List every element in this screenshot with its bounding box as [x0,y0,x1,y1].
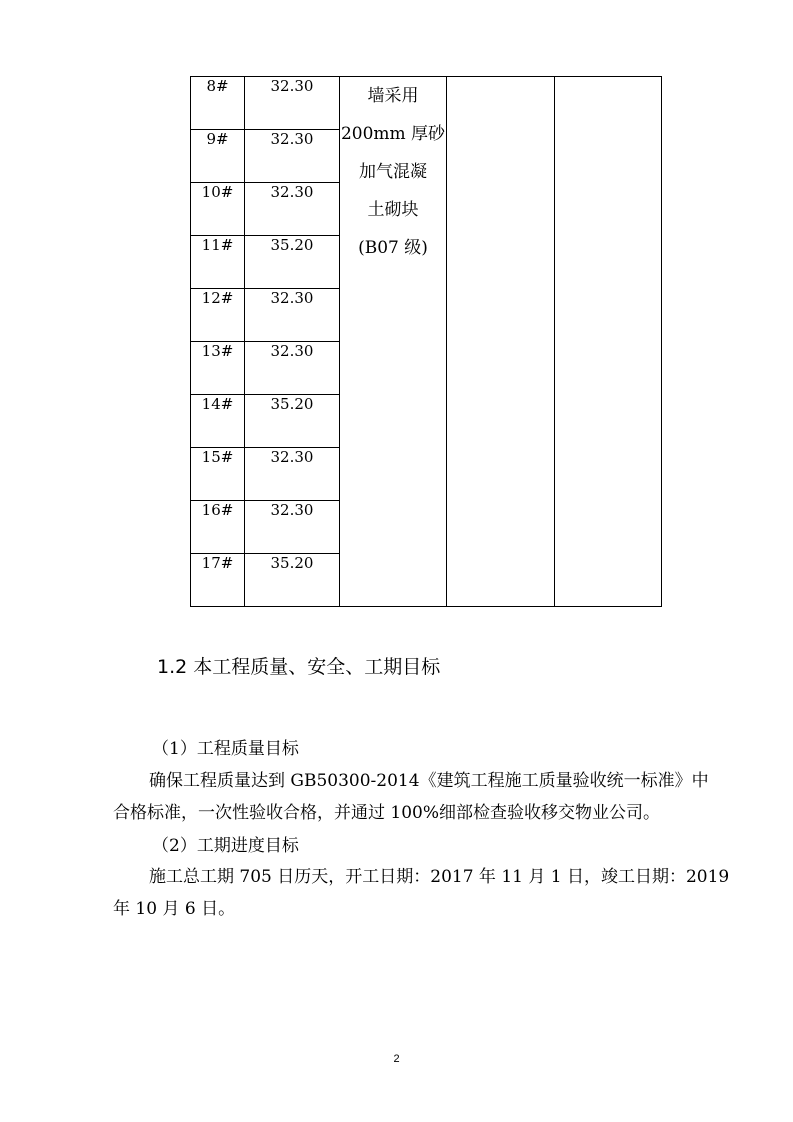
building-number: 10# [191,183,245,236]
building-table [190,76,662,607]
schedule-target-text: 施工总工期 705 日历天，开工日期：2017 年 11 月 1 日，竣工日期：2019 [149,867,730,887]
wall-material-description [340,77,447,607]
quality-target-title: （1）工程质量目标 [152,739,299,759]
empty-cell [555,77,662,607]
schedule-target-text-cont: 年 10 月 6 日。 [113,899,236,919]
height-value: 32.30 [245,289,340,342]
height-value: 32.30 [245,183,340,236]
quality-target-text-cont: 合格标准，一次性验收合格，并通过 100%细部检查验收移交物业公司。 [113,803,661,823]
schedule-target-title: （2）工期进度目标 [152,836,299,856]
description-line: (B07 级) [358,238,428,258]
height-value: 32.30 [245,448,340,501]
building-number: 17# [191,554,245,607]
building-number: 14# [191,395,245,448]
height-value: 32.30 [245,77,340,130]
table-row [191,77,662,130]
description-line: 土砌块 [367,200,419,220]
building-number: 15# [191,448,245,501]
building-number: 8# [191,77,245,130]
height-value: 35.20 [245,236,340,289]
building-number: 13# [191,342,245,395]
description-line: 墙采用 [367,86,419,106]
building-number: 12# [191,289,245,342]
height-value: 32.30 [245,130,340,183]
description-line: 加气混凝 [359,162,427,182]
height-value: 32.30 [245,501,340,554]
section-heading: 1.2 本工程质量、安全、工期目标 [157,656,441,678]
empty-cell [447,77,555,607]
height-value: 35.20 [245,554,340,607]
quality-target-text: 确保工程质量达到 GB50300-2014《建筑工程施工质量验收统一标准》中 [149,771,709,791]
page-number: 2 [393,1053,400,1065]
building-number: 9# [191,130,245,183]
building-number: 16# [191,501,245,554]
description-line: 200mm 厚砂 [340,124,446,144]
building-number: 11# [191,236,245,289]
height-value: 35.20 [245,395,340,448]
height-value: 32.30 [245,342,340,395]
